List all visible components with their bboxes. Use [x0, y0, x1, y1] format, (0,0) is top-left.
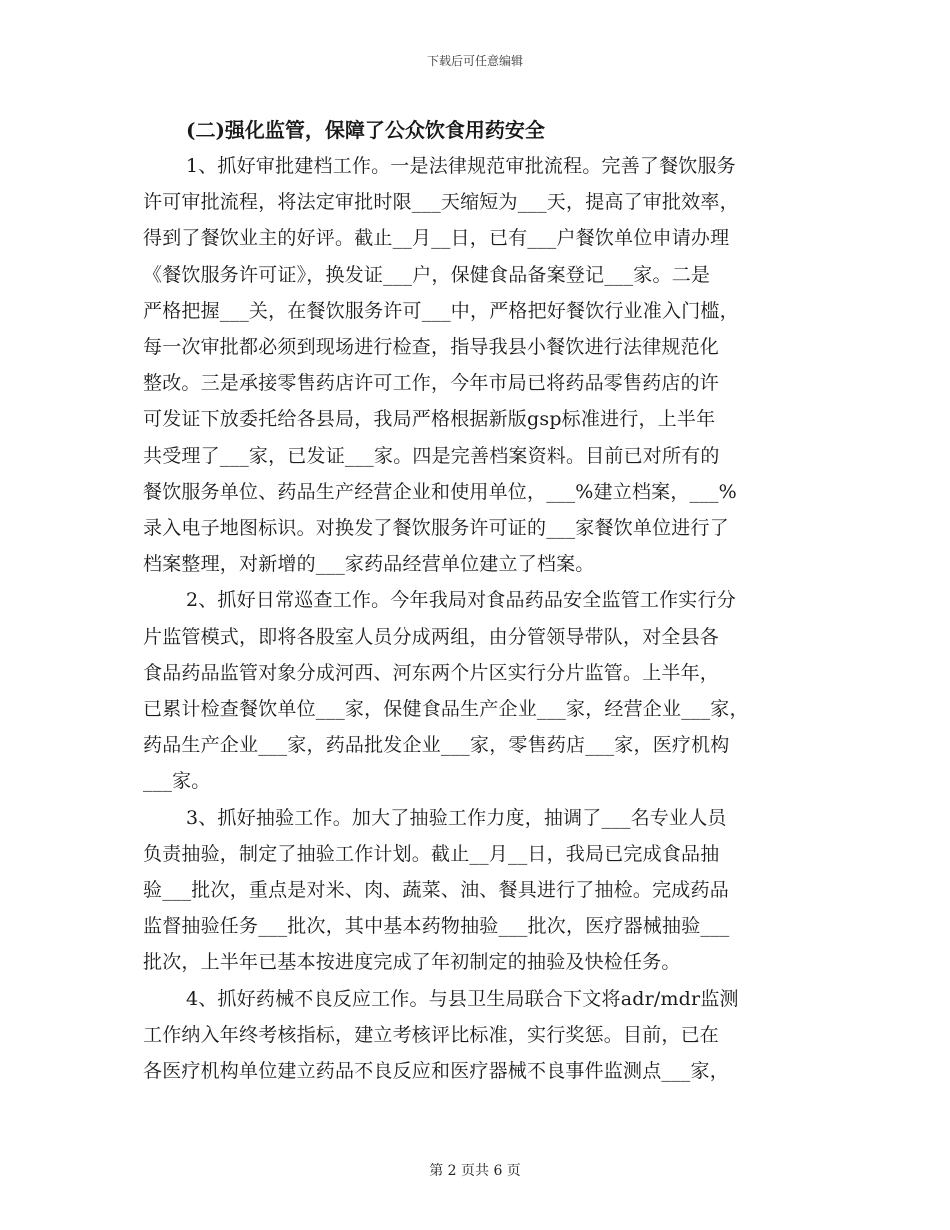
paragraph-line: 验___批次，重点是对米、肉、蔬菜、油、餐具进行了抽检。完成药品: [143, 879, 729, 902]
paragraph-line: 负责抽验，制定了抽验工作计划。截止__月__日，我局已完成食品抽: [143, 842, 720, 865]
paragraphs: [143, 148, 815, 1089]
paragraph: [143, 800, 815, 981]
paragraph-line: 4、抓好药械不良反应工作。与县卫生局联合下文将adr/mdr监测: [186, 987, 739, 1010]
paragraph-line: 2、抓好日常巡查工作。今年我局对食品药品安全监管工作实行分: [186, 589, 736, 612]
paragraph-line: 监督抽验任务___批次，其中基本药物抽验___批次，医疗器械抽验___: [143, 915, 730, 938]
paragraph-line: 3、抓好抽验工作。加大了抽验工作力度，抽调了___名专业人员: [186, 806, 727, 829]
page-footer: 第 2 页共 6 页: [429, 1163, 521, 1179]
paragraph-line: 餐饮服务单位、药品生产经营企业和使用单位，___%建立档案，___%: [143, 480, 737, 503]
paragraph-line: 《餐饮服务许可证》，换发证___户，保健食品备案登记___家。二是: [143, 263, 711, 286]
paragraph-line: 食品药品监管对象分成河西、河东两个片区实行分片监管。上半年，: [143, 661, 720, 684]
paragraph-line: ___家。: [143, 770, 211, 793]
paragraph-line: 录入电子地图标识。对换发了餐饮服务许可证的___家餐饮单位进行了: [143, 517, 729, 540]
page-header: 下载后可任意编辑: [426, 54, 523, 68]
paragraph-line: 药品生产企业___家，药品批发企业___家，零售药店___家，医疗机构: [143, 734, 730, 757]
paragraph-line: 得到了餐饮业主的好评。截止__月__日，已有___户餐饮单位申请办理: [143, 227, 730, 250]
paragraph-line: 许可审批流程，将法定审批时限___天缩短为___天，提高了审批效率，: [143, 191, 739, 214]
paragraph-line: 片监管模式，即将各股室人员分成两组，由分管领导带队，对全县各: [143, 625, 720, 648]
paragraph-line: 1、抓好审批建档工作。一是法律规范审批流程。完善了餐饮服务: [186, 155, 736, 177]
paragraph-line: 严格把握___关，在餐饮服务许可___中，严格把好餐饮行业准入门槛，: [143, 299, 739, 322]
paragraph: [143, 981, 815, 1090]
paragraph-line: 档案整理，对新增的___家药品经营单位建立了档案。: [143, 553, 595, 576]
section-heading: (二)强化监管，保障了公众饮食用药安全: [186, 118, 545, 142]
paragraph-line: 批次，上半年已基本按进度完成了年初制定的抽验及快检任务。: [143, 951, 681, 974]
paragraph: [143, 582, 815, 799]
paragraph-line: 每一次审批都必须到现场进行检查，指导我县小餐饮进行法律规范化: [143, 336, 720, 359]
paragraph-line: 整改。三是承接零售药店许可工作，今年市局已将药品零售药店的许: [143, 372, 720, 395]
paragraph-line: 可发证下放委托给各县局，我局严格根据新版gsp标准进行，上半年: [143, 408, 716, 431]
paragraph-line: 共受理了___家，已发证___家。四是完善档案资料。目前已对所有的: [143, 444, 720, 467]
paragraph-line: 已累计检查餐饮单位___家，保健食品生产企业___家，经营企业___家，: [143, 698, 749, 721]
document-body: [143, 112, 815, 1089]
paragraph-line: 工作纳入年终考核指标，建立考核评比标准，实行奖惩。目前，已在: [143, 1023, 720, 1046]
paragraph: [143, 148, 815, 582]
paragraph-line: 各医疗机构单位建立药品不良反应和医疗器械不良事件监测点___家，: [143, 1060, 729, 1083]
